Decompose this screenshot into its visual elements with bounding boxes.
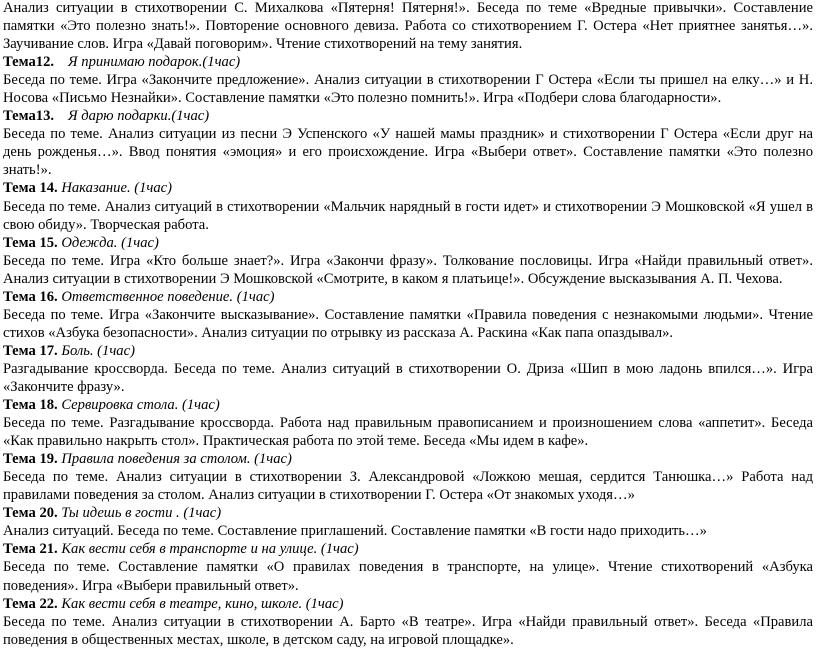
lesson-14-label: Тема 14. (3, 180, 58, 197)
lesson-19-body: Беседа по теме. Анализ ситуации в стихотворении З. Александровой «Ложкою мешая, сердится Танюшка…» Работа над правилами поведения за столом. Анализ ситуации в стихотворении Г. Остера «От знакомых уходя…» (3, 469, 813, 504)
lesson-12-label: Тема12. (3, 54, 55, 71)
lesson-19-title (3, 450, 813, 468)
lesson-17-body: Разгадывание кроссворда. Беседа по теме. Анализ ситуаций в стихотворении О. Дриза «Шип в мою ладонь впился…». Игра «Закончите фразу». (3, 360, 813, 395)
lesson-16-topic: Ответственное поведение. (1час) (61, 288, 275, 305)
lesson-11-body: Анализ ситуации в стихотворении С. Михалкова «Пятерня! Пятерня!». Беседа по теме «Вредные привычки». Составление памятки «Это полезно знать!». Повторение основного девиза. Работа со стихотворением Г. Остера «Нет приятнее занятья…». Заучивание слов. Игра «Давай поговорим». Чтение стихотворений на тему занятия. (3, 0, 813, 53)
lesson-17-label: Тема 17. (3, 342, 58, 359)
lesson-14-body: Беседа по теме. Анализ ситуаций в стихотворении «Мальчик нарядный в гости идет» и стихотворении Э Мошковской «Я ушел в свою обиду». Творческая работа. (3, 198, 813, 233)
lesson-12-title (3, 53, 813, 71)
lesson-22-title (3, 595, 813, 613)
lesson-21-title (3, 540, 813, 558)
lesson-15-title (3, 234, 813, 252)
lesson-13-label: Тема13. (3, 108, 55, 125)
lesson-18-title (3, 396, 813, 414)
lesson-17-title (3, 342, 813, 360)
lesson-15-label: Тема 15. (3, 234, 58, 251)
lesson-22-body: Беседа по теме. Анализ ситуации в стихотворении А. Барто «В театре». Игра «Найди правильный ответ». Беседа «Правила поведения в общественных местах, школе, в детском саду, на игровой площадке». (3, 613, 813, 648)
document-page (3, 0, 813, 649)
lesson-16-body: Беседа по теме. Игра «Закончите высказывание». Составление памятки «Правила поведения с незнакомыми людьми». Чтение стихов «Азбука безопасности». Анализ ситуации по отрывку из рассказа А. Раскина «Как папа опаздывал». (3, 306, 813, 341)
lesson-19-topic: Правила поведения за столом. (1час) (61, 451, 292, 468)
lesson-14-title (3, 179, 813, 197)
lesson-22-label: Тема 22. (3, 595, 58, 612)
lesson-21-label: Тема 21. (3, 541, 58, 558)
lesson-16-title (3, 288, 813, 306)
lesson-13-body: Беседа по теме. Анализ ситуации из песни Э Успенского «У нашей мамы праздник» и стихотворении Г Остера «Если друг на день рожденья…». Ввод понятия «эмоция» и его происхождение. Игра «Выбери ответ». Составление памятки «Это полезно знать!». (3, 126, 813, 179)
lesson-18-topic: Сервировка стола. (1час) (61, 397, 220, 414)
lesson-13-title (3, 107, 813, 125)
lesson-17-topic: Боль. (1час) (61, 342, 135, 359)
lesson-21-body: Беседа по теме. Составление памятки «О правилах поведения в транспорте, на улице». Чтение стихотворений «Азбука поведения». Игра «Выбери правильный ответ». (3, 559, 813, 594)
lesson-22-topic: Как вести себя в театре, кино, школе. (1час) (61, 595, 344, 612)
lesson-15-body: Беседа по теме. Игра «Кто больше знает?». Игра «Закончи фразу». Толкование пословицы. Игра «Найди правильный ответ». Анализ ситуации в стихотворении Э Мошковской «Смотрите, в каком я платьице!». Обсуждение высказывания А. П. Чехова. (3, 252, 813, 287)
lesson-18-label: Тема 18. (3, 397, 58, 414)
lesson-20-title (3, 504, 813, 522)
lesson-13-topic: Я дарю подарки.(1час) (68, 108, 210, 125)
lesson-12-body: Беседа по теме. Игра «Закончите предложение». Анализ ситуации в стихотворении Г Остера «Если ты пришел на елку…» и Н. Носова «Письмо Незнайки». Составление памятки «Это полезно помнить!». Игра «Подбери слова благодарности». (3, 72, 813, 107)
lesson-20-label: Тема 20. (3, 505, 58, 522)
lesson-12-topic: Я принимаю подарок.(1час) (68, 54, 241, 71)
lesson-18-body: Беседа по теме. Разгадывание кроссворда. Работа над правильным правописанием и произношением слова «аппетит». Беседа «Как правильно накрыть стол». Практическая работа по этой теме. Беседа «Мы идем в кафе». (3, 415, 813, 450)
lesson-20-body: Анализ ситуаций. Беседа по теме. Составление приглашений. Составление памятки «В гости надо приходить…» (3, 523, 707, 540)
lesson-21-topic: Как вести себя в транспорте и на улице. (1час) (61, 541, 359, 558)
lesson-20-topic: Ты идешь в гости . (1час) (61, 505, 222, 522)
lesson-16-label: Тема 16. (3, 288, 58, 305)
lesson-19-label: Тема 19. (3, 451, 58, 468)
lesson-14-topic: Наказание. (1час) (61, 180, 172, 197)
lesson-15-topic: Одежда. (1час) (61, 234, 159, 251)
